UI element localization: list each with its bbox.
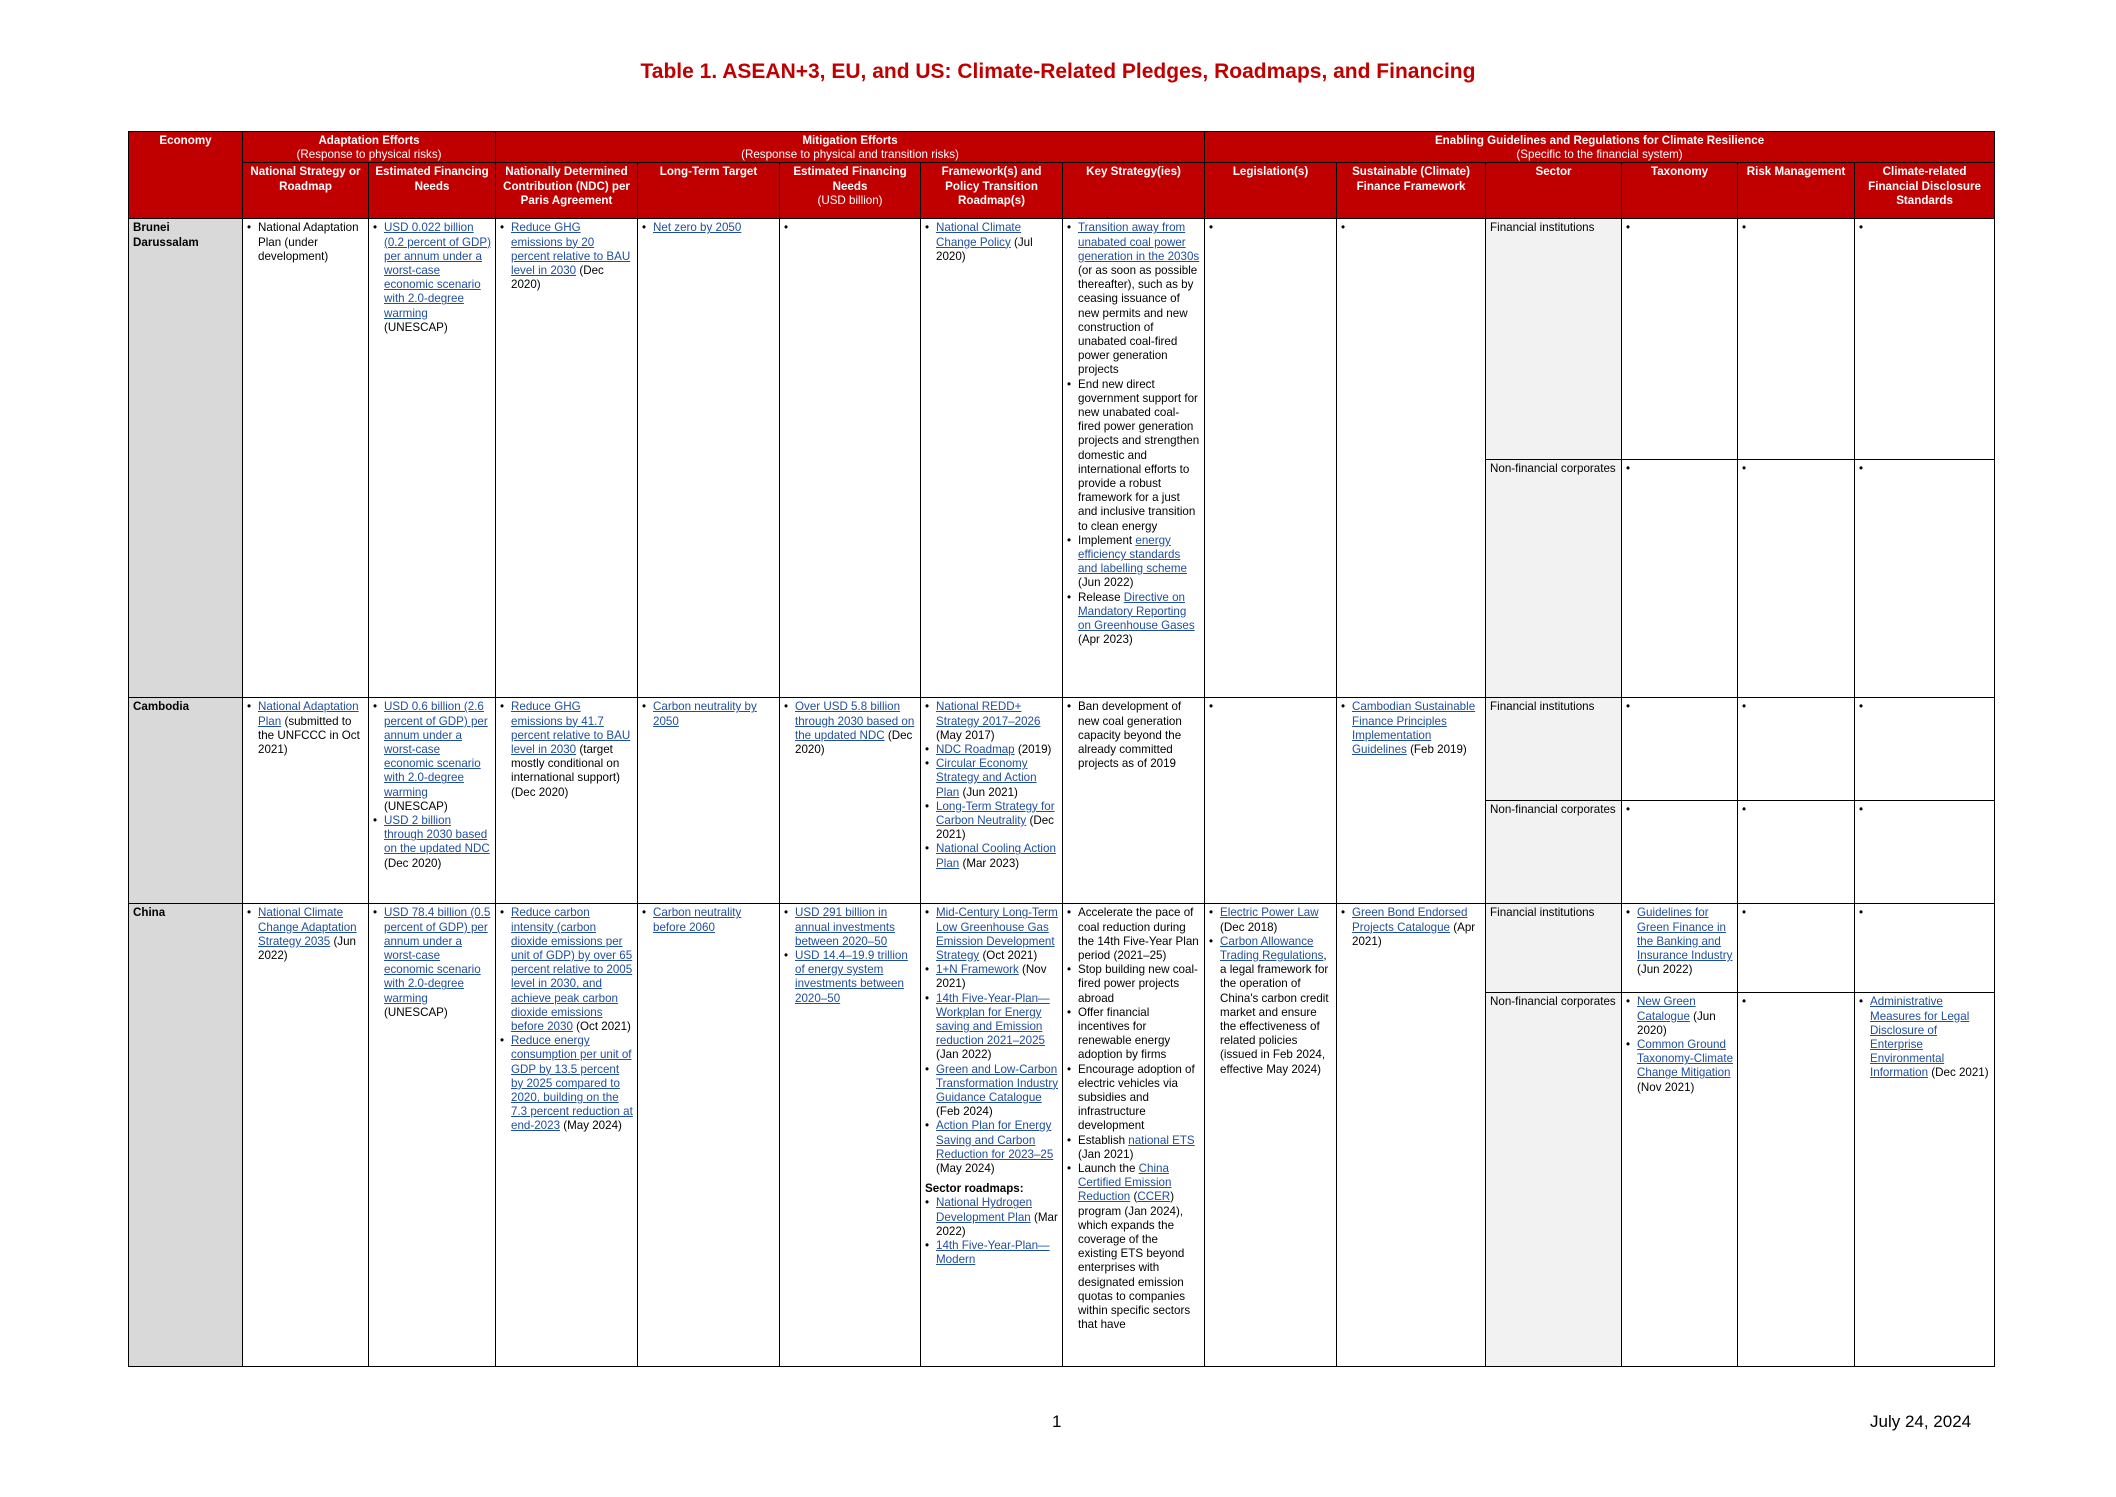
date-text: (May 2024): [563, 1119, 622, 1133]
cell-long-term-target: [638, 698, 780, 904]
header-adaptation: [243, 132, 496, 163]
link[interactable]: Green and Low-Carbon Transformation Industry Guidance Catalogue: [936, 1062, 1059, 1105]
list-item: • End new direct government support for new unabated coal-fired power generation projects and strengthen domestic and international efforts to provide a robust framework for a just and inclusive transition to clean energy: [1067, 378, 1200, 534]
list-item: [925, 757, 1058, 800]
link[interactable]: 14th Five-Year-Plan—Modern: [936, 1239, 1050, 1267]
date-text: (Mar 2023): [962, 856, 1020, 870]
item-text: Implement: [1078, 533, 1136, 547]
link[interactable]: USD 2 billion through 2030 based on the updated NDC: [384, 814, 490, 856]
cell-long-term-target: [638, 904, 780, 1367]
link[interactable]: 1+N Framework: [936, 963, 1019, 977]
date-text: (Mar 2022): [936, 1210, 1058, 1238]
date-text: (Jan 2021): [1078, 1147, 1134, 1161]
list-item: [1067, 591, 1200, 648]
cell-risk: [1738, 219, 1855, 460]
header-enabling-sub: (Specific to the financial system): [1516, 148, 1683, 162]
cell-taxonomy: [1622, 904, 1738, 993]
list-item: [500, 700, 633, 799]
sector-financial: Financial institutions: [1486, 698, 1622, 801]
sector-financial: Financial institutions: [1486, 219, 1622, 460]
link[interactable]: USD 291 billion in annual investments between 2020–50: [795, 906, 895, 948]
link[interactable]: Over USD 5.8 billion through 2030 based on the updated NDC: [795, 700, 915, 742]
cell-framework: [921, 698, 1063, 904]
link[interactable]: Cambodian Sustainable Finance Principles Implementation Guidelines: [1352, 700, 1476, 757]
date-text: (Apr 2021): [1352, 920, 1476, 948]
list-item: [925, 842, 1058, 870]
cell-taxonomy: [1622, 801, 1738, 904]
list-item: [642, 700, 775, 728]
economy-china: China: [129, 904, 243, 1367]
source-text: (UNESCAP): [384, 799, 448, 813]
header-enabling: [1205, 132, 1995, 163]
cell-sustainable-finance: [1337, 219, 1486, 698]
list-item: [373, 221, 491, 335]
cell-disclosure: [1855, 698, 1995, 801]
header-adaptation-sub: (Response to physical risks): [296, 148, 442, 162]
item-text: (target mostly conditional on international support) (Dec 2020): [511, 743, 620, 799]
item-text: Establish: [1078, 1133, 1129, 1147]
col-risk-management: Risk Management: [1738, 163, 1855, 219]
list-item: [1209, 906, 1332, 934]
cell-national-strategy: [243, 904, 369, 1367]
list-item: [925, 1119, 1058, 1176]
table-row: [129, 219, 1995, 460]
list-item: • Offer financial incentives for renewable energy adoption by firms: [1067, 1006, 1200, 1063]
cell-key-strategy: [1063, 698, 1205, 904]
list-item: [784, 949, 916, 1006]
list-item: • Stop building new coal-fired power projects abroad: [1067, 963, 1200, 1006]
link[interactable]: national ETS: [1128, 1133, 1195, 1147]
page-number: 1: [1052, 1412, 1062, 1431]
date-text: (Jan 2022): [936, 1048, 992, 1062]
cell-mitigation-financing: [780, 219, 921, 698]
cell-disclosure: [1855, 460, 1995, 698]
list-item: [784, 700, 916, 757]
date-text: (Dec 2021): [936, 814, 1054, 842]
item-text: Release: [1078, 590, 1124, 604]
cell-taxonomy: [1622, 993, 1738, 1367]
cell-risk: [1738, 993, 1855, 1367]
link[interactable]: National Climate Change Policy: [936, 221, 1022, 249]
col-disclosure-standards: Climate-related Financial Disclosure Standards: [1855, 163, 1995, 219]
list-item: [1067, 1162, 1200, 1332]
date-text: (2019): [1017, 743, 1052, 757]
cell-ndc: [496, 698, 638, 904]
item-text: , a legal framework for the operation of China's carbon credit market and ensure the effectiveness of related policies (issued in Feb 2024, effective May 2024): [1220, 949, 1329, 1076]
cell-key-strategy: [1063, 219, 1205, 698]
link[interactable]: National REDD+ Strategy 2017–2026: [936, 700, 1041, 728]
cell-ndc: [496, 219, 638, 698]
list-item: [373, 814, 491, 871]
col-estimated-financing-needs: Estimated Financing Needs: [369, 163, 496, 219]
link[interactable]: USD 0.6 billion (2.6 percent of GDP) per annum under a worst-case economic scenario with 2.0-degree warming: [384, 700, 488, 799]
list-item: [925, 1063, 1058, 1120]
list-item: [500, 1034, 633, 1133]
date-text: (Nov 2021): [1637, 1080, 1695, 1094]
cell-financing-needs: [369, 904, 496, 1367]
date-text: (May 2017): [936, 728, 995, 742]
col-mitigation-financing-unit: (USD billion): [817, 193, 883, 207]
date-text: (Dec 2020): [384, 856, 442, 870]
header-adaptation-label: Adaptation Efforts: [318, 134, 420, 147]
cell-mitigation-financing: [780, 904, 921, 1367]
col-mitigation-financing-label: Estimated Financing Needs: [793, 165, 907, 193]
list-item: [1067, 1134, 1200, 1162]
list-item: [784, 906, 916, 949]
col-sector: Sector: [1486, 163, 1622, 219]
item-text: (: [1130, 1190, 1138, 1204]
link[interactable]: Reduce GHG emissions by 20 percent relative to BAU level in 2030: [511, 221, 631, 278]
link[interactable]: Guidelines for Green Finance in the Banking and Insurance Industry: [1637, 906, 1733, 963]
list-item: • Accelerate the pace of coal reduction during the 14th Five-Year Plan period (2021–25): [1067, 906, 1200, 963]
date-text: (Jun 2021): [962, 785, 1018, 799]
date-text: (Feb 2019): [1410, 743, 1467, 757]
link[interactable]: National Cooling Action Plan: [936, 842, 1056, 870]
link[interactable]: National Adaptation Plan: [258, 700, 359, 728]
link[interactable]: Transition away from unabated coal power generation in the 2030s: [1078, 221, 1200, 263]
header-mitigation-label: Mitigation Efforts: [802, 134, 898, 147]
link[interactable]: China Certified Emission Reduction: [1078, 1162, 1172, 1204]
table-row: [129, 698, 1995, 801]
link[interactable]: CCER: [1137, 1190, 1171, 1204]
date-text: (Dec 2020): [511, 264, 604, 292]
source-text: (UNESCAP): [384, 1005, 448, 1019]
col-sustainable-finance: Sustainable (Climate) Finance Framework: [1337, 163, 1486, 219]
link[interactable]: Mid-Century Long-Term Low Greenhouse Gas Emission Development Strategy: [936, 906, 1058, 963]
list-item: • Ban development of new coal generation capacity beyond the already committed projects as of 2019: [1067, 700, 1200, 771]
list-item: [247, 906, 364, 963]
col-mitigation-financing-needs: [780, 163, 921, 219]
cell-national-strategy: [243, 219, 369, 698]
list-item: [925, 992, 1058, 1063]
list-item: • Encourage adoption of electric vehicles via subsidies and infrastructure development: [1067, 1063, 1200, 1134]
cell-disclosure: [1855, 801, 1995, 904]
col-legislation: Legislation(s): [1205, 163, 1337, 219]
list-item: • National Adaptation Plan (under development): [247, 221, 364, 264]
cell-financing-needs: [369, 219, 496, 698]
link[interactable]: energy efficiency standards and labelling scheme: [1078, 533, 1187, 576]
link[interactable]: Green Bond Endorsed Projects Catalogue: [1352, 906, 1468, 934]
cell-long-term-target: [638, 219, 780, 698]
link[interactable]: Reduce energy consumption per unit of GDP by 13.5 percent by 2025 compared to 2020, building on the 7.3 percent reduction at end-2023: [511, 1034, 633, 1133]
cell-framework: [921, 219, 1063, 698]
list-item: [925, 221, 1058, 264]
economy-brunei: Brunei Darussalam: [129, 219, 243, 698]
date-text: (Oct 2021): [576, 1020, 631, 1034]
cell-framework: [921, 904, 1063, 1367]
link[interactable]: Common Ground Taxonomy-Climate Change Mitigation: [1637, 1038, 1734, 1080]
cell-risk: [1738, 460, 1855, 698]
cell-legislation: [1205, 904, 1337, 1367]
list-item: [1341, 700, 1481, 757]
header-economy: Economy: [129, 132, 243, 219]
col-framework: Framework(s) and Policy Transition Roadmap(s): [921, 163, 1063, 219]
col-national-strategy: National Strategy or Roadmap: [243, 163, 369, 219]
link[interactable]: Action Plan for Energy Saving and Carbon Reduction for 2023–25: [936, 1119, 1054, 1161]
header-enabling-label: Enabling Guidelines and Regulations for Climate Resilience: [1434, 134, 1765, 147]
date-text: (Jul 2020): [936, 235, 1033, 263]
sector-roadmaps-heading: Sector roadmaps:: [925, 1182, 1024, 1196]
link[interactable]: NDC Roadmap: [936, 743, 1015, 757]
list-item: [1859, 995, 1990, 1080]
cell-sustainable-finance: [1337, 698, 1486, 904]
date-text: (Dec 2020): [795, 728, 913, 757]
climate-pledges-table: [128, 131, 1995, 1367]
link[interactable]: USD 14.4–19.9 trillion of energy system investments between 2020–50: [795, 949, 908, 1005]
col-long-term-target: Long-Term Target: [638, 163, 780, 219]
cell-key-strategy: [1063, 904, 1205, 1367]
link[interactable]: National Hydrogen Development Plan: [936, 1196, 1033, 1224]
cell-disclosure: [1855, 219, 1995, 460]
list-item: [925, 700, 1058, 743]
cell-national-strategy: [243, 698, 369, 904]
cell-ndc: [496, 904, 638, 1367]
date-text: (Jun 2020): [1637, 1009, 1716, 1037]
date-text: (May 2024): [936, 1162, 995, 1176]
cell-legislation: [1205, 698, 1337, 904]
list-item: [1626, 906, 1733, 977]
list-item: [1067, 221, 1200, 377]
cell-taxonomy: [1622, 219, 1738, 460]
cell-disclosure: [1855, 993, 1995, 1367]
date-text: (Jun 2022): [258, 934, 356, 963]
cell-disclosure: [1855, 904, 1995, 993]
link[interactable]: New Green Catalogue: [1637, 995, 1696, 1023]
cell-financing-needs: [369, 698, 496, 904]
list-item: [1626, 995, 1733, 1038]
cell-legislation: [1205, 219, 1337, 698]
date-text: (Jun 2022): [1078, 576, 1134, 590]
link[interactable]: USD 78.4 billion (0.5 percent of GDP) per annum under a worst-case economic scenario with 2.0-degree warming: [384, 906, 491, 1005]
sector-nonfinancial: Non-financial corporates: [1486, 993, 1622, 1367]
link[interactable]: Carbon neutrality by 2050: [653, 700, 757, 728]
list-item: [500, 221, 633, 292]
economy-cambodia: Cambodia: [129, 698, 243, 904]
date-text: (Nov 2021): [936, 963, 1047, 991]
list-item: [500, 906, 633, 1034]
link[interactable]: Reduce GHG emissions by 41.7 percent relative to BAU level in 2030: [511, 700, 631, 757]
link[interactable]: Long-Term Strategy for Carbon Neutrality: [936, 799, 1055, 828]
header-mitigation-sub: (Response to physical and transition risks): [741, 148, 959, 162]
link[interactable]: 14th Five-Year-Plan—Workplan for Energy saving and Emission reduction 2021–2025: [936, 991, 1050, 1048]
col-key-strategy: Key Strategy(ies): [1063, 163, 1205, 219]
item-text: (submitted to the UNFCCC in Oct 2021): [258, 714, 360, 757]
table-row: [129, 904, 1995, 993]
link[interactable]: Net zero by 2050: [653, 221, 742, 235]
list-item: [1341, 906, 1481, 949]
link[interactable]: USD 0.022 billion (0.2 percent of GDP) per annum under a worst-case economic scenario with 2.0-degree warming: [384, 221, 491, 320]
cell-risk: [1738, 698, 1855, 801]
cell-taxonomy: [1622, 698, 1738, 801]
date-text: (Feb 2024): [936, 1105, 993, 1119]
date-text: (Dec 2021): [1931, 1066, 1989, 1080]
list-item: [247, 700, 364, 757]
item-text: (or as soon as possible thereafter), such as by ceasing issuance of new permits and new construction of unabated coal-fired power generation projects: [1078, 264, 1198, 377]
list-item: [1067, 534, 1200, 591]
link[interactable]: Directive on Mandatory Reporting on Greenhouse Gases: [1078, 590, 1195, 633]
list-item: [642, 906, 775, 934]
table-title: Table 1. ASEAN+3, EU, and US: Climate-Related Pledges, Roadmaps, and Financing: [640, 60, 1476, 83]
link[interactable]: Carbon Allowance Trading Regulations: [1220, 934, 1324, 963]
list-item: [925, 963, 1058, 991]
sector-nonfinancial: Non-financial corporates: [1486, 801, 1622, 904]
date-text: (Apr 2023): [1078, 633, 1133, 647]
cell-mitigation-financing: [780, 698, 921, 904]
link[interactable]: Electric Power Law: [1220, 906, 1319, 920]
col-ndc: Nationally Determined Contribution (NDC) per Paris Agreement: [496, 163, 638, 219]
list-item: [373, 700, 491, 814]
list-item: [925, 906, 1058, 963]
cell-taxonomy: [1622, 460, 1738, 698]
source-text: (UNESCAP): [384, 320, 448, 334]
item-text: ) program (Jan 2024), which expands the coverage of the existing ETS beyond enterprises with designated emission quotas to companies within specific sectors that have: [1078, 1190, 1191, 1332]
list-item: [925, 1239, 1058, 1267]
link[interactable]: Administrative Measures for Legal Disclosure of Enterprise Environmental Information: [1870, 995, 1970, 1080]
link[interactable]: Circular Economy Strategy and Action Plan: [936, 757, 1037, 799]
date-text: (Dec 2018): [1220, 920, 1278, 934]
item-text: Launch the: [1078, 1162, 1139, 1176]
header-mitigation: [496, 132, 1205, 163]
cell-sustainable-finance: [1337, 904, 1486, 1367]
link[interactable]: Reduce carbon intensity (carbon dioxide emissions per unit of GDP) by over 65 percent relative to 2005 level in 2030, and achieve peak carbon dioxide emissions before 2030: [511, 906, 633, 1034]
list-item: [1209, 935, 1332, 1077]
list-item: [642, 221, 775, 235]
cell-risk: [1738, 904, 1855, 993]
list-item: [925, 1196, 1058, 1239]
col-taxonomy: Taxonomy: [1622, 163, 1738, 219]
footer-date: July 24, 2024: [1870, 1412, 1972, 1431]
sector-financial: Financial institutions: [1486, 904, 1622, 993]
list-item: [925, 743, 1058, 757]
list-item: [925, 800, 1058, 843]
date-text: (Oct 2021): [982, 949, 1038, 963]
link[interactable]: Carbon neutrality before 2060: [653, 906, 742, 934]
list-item: [1626, 1038, 1733, 1095]
cell-risk: [1738, 801, 1855, 904]
sector-nonfinancial: Non-financial corporates: [1486, 460, 1622, 698]
date-text: (Jun 2022): [1637, 963, 1693, 977]
list-item: [373, 906, 491, 1020]
link[interactable]: National Climate Change Adaptation Strategy 2035: [258, 906, 357, 948]
